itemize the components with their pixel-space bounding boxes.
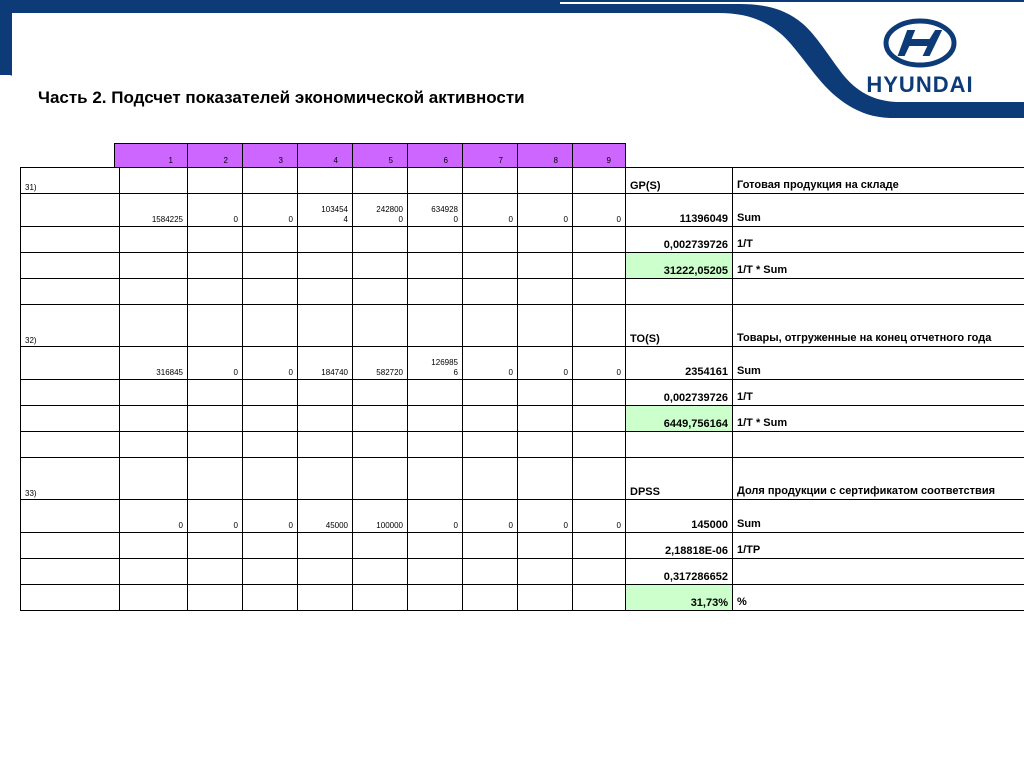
result-row: [21, 585, 1024, 611]
empty-cell: [298, 168, 353, 194]
empty-cell: [353, 406, 408, 432]
empty-cell: [463, 380, 518, 406]
empty-cell: [408, 227, 463, 253]
empty-cell: [408, 559, 463, 585]
column-header-1: 1: [115, 144, 188, 168]
section-header-row: [21, 168, 1024, 194]
empty-cell: [243, 585, 298, 611]
ratio-value: 0,317286652: [626, 559, 733, 585]
empty-cell: [463, 458, 518, 500]
empty-cell: [243, 559, 298, 585]
empty-cell: [353, 585, 408, 611]
empty-cell: [408, 168, 463, 194]
empty-cell: [408, 432, 463, 458]
spacer-row: [21, 432, 1024, 458]
value-cell: 0: [120, 500, 188, 533]
values-row: [21, 500, 1024, 533]
value-cell: 126985 6: [408, 347, 463, 380]
empty-cell: [573, 305, 626, 347]
empty-cell: [188, 305, 243, 347]
section-id-label: 33): [21, 458, 120, 500]
empty-cell: [243, 168, 298, 194]
empty-cell: [298, 253, 353, 279]
empty-cell: [188, 227, 243, 253]
empty-cell: [408, 585, 463, 611]
value-cell: 0: [243, 347, 298, 380]
empty-cell: [573, 406, 626, 432]
inverse-row: [21, 227, 1024, 253]
empty-cell: [188, 406, 243, 432]
empty-cell: [188, 253, 243, 279]
section-id-label: 31): [21, 168, 120, 194]
indicator-name: TO(S): [626, 305, 733, 347]
empty-cell: [188, 168, 243, 194]
empty-cell: [298, 533, 353, 559]
empty-cell: [573, 458, 626, 500]
empty-cell: [298, 380, 353, 406]
section-id-label: 32): [21, 305, 120, 347]
result-label: %: [733, 585, 1024, 611]
empty-cell: [120, 533, 188, 559]
empty-cell: [573, 279, 626, 305]
empty-cell: [353, 559, 408, 585]
empty-cell: [463, 406, 518, 432]
calculation-table: [20, 167, 1024, 611]
indicator-description: Готовая продукция на складе: [733, 168, 1024, 194]
value-cell: 45000: [298, 500, 353, 533]
empty-cell: [243, 432, 298, 458]
empty-cell: [188, 559, 243, 585]
result-value: 31222,05205: [626, 253, 733, 279]
empty-cell: [518, 585, 573, 611]
column-header-7: 7: [463, 144, 518, 168]
value-cell: 582720: [353, 347, 408, 380]
value-cell: 0: [518, 194, 573, 227]
empty-cell: [21, 500, 120, 533]
empty-cell: [21, 347, 120, 380]
column-header-8: 8: [518, 144, 573, 168]
column-header-9: 9: [573, 144, 626, 168]
sum-value: 2354161: [626, 347, 733, 380]
indicator-description: Доля продукции с сертификатом соответствия: [733, 458, 1024, 500]
empty-cell: [463, 305, 518, 347]
inverse-row: [21, 380, 1024, 406]
empty-cell: [518, 380, 573, 406]
empty-cell: [518, 305, 573, 347]
empty-cell: [573, 380, 626, 406]
empty-cell: [518, 253, 573, 279]
indicator-description: Товары, отгруженные на конец отчетного года: [733, 305, 1024, 347]
result-row: [21, 406, 1024, 432]
empty-cell: [353, 380, 408, 406]
column-header-5: 5: [353, 144, 408, 168]
empty-cell: [518, 168, 573, 194]
empty-cell: [298, 458, 353, 500]
empty-cell: [573, 227, 626, 253]
empty-cell: [21, 406, 120, 432]
empty-cell: [573, 432, 626, 458]
empty-cell: [243, 305, 298, 347]
sum-label: Sum: [733, 500, 1024, 533]
inverse-label: 1/T: [733, 380, 1024, 406]
empty-cell: [408, 406, 463, 432]
value-cell: 184740: [298, 347, 353, 380]
empty-cell: [298, 585, 353, 611]
brand-logo-text: HYUNDAI: [866, 72, 974, 97]
empty-cell: [733, 279, 1024, 305]
result-value: 31,73%: [626, 585, 733, 611]
empty-cell: [733, 432, 1024, 458]
sum-label: Sum: [733, 194, 1024, 227]
value-cell: 0: [463, 347, 518, 380]
empty-cell: [573, 533, 626, 559]
empty-cell: [120, 227, 188, 253]
empty-cell: [408, 253, 463, 279]
value-cell: 0: [188, 500, 243, 533]
empty-cell: [298, 227, 353, 253]
slide-subtitle: Часть 2. Подсчет показателей экономической активности: [38, 88, 525, 107]
empty-cell: [120, 279, 188, 305]
empty-cell: [120, 380, 188, 406]
empty-cell: [120, 458, 188, 500]
indicator-name: DPSS: [626, 458, 733, 500]
empty-cell: [188, 380, 243, 406]
indicator-name: GP(S): [626, 168, 733, 194]
empty-cell: [243, 406, 298, 432]
column-header-3: 3: [243, 144, 298, 168]
values-row: [21, 194, 1024, 227]
empty-cell: [243, 227, 298, 253]
empty-cell: [733, 559, 1024, 585]
empty-cell: [21, 227, 120, 253]
column-header-6: 6: [408, 144, 463, 168]
empty-cell: [518, 432, 573, 458]
empty-cell: [243, 253, 298, 279]
empty-cell: [353, 533, 408, 559]
empty-cell: [21, 194, 120, 227]
hyundai-logo-icon: [840, 14, 1000, 72]
value-cell: 0: [573, 194, 626, 227]
inverse-label: 1/T: [733, 227, 1024, 253]
empty-cell: [518, 559, 573, 585]
empty-cell: [120, 305, 188, 347]
empty-cell: [463, 279, 518, 305]
empty-cell: [188, 585, 243, 611]
empty-cell: [408, 458, 463, 500]
column-header-row: [114, 143, 626, 168]
value-cell: 0: [518, 500, 573, 533]
empty-cell: [188, 458, 243, 500]
empty-cell: [21, 432, 120, 458]
empty-cell: [188, 279, 243, 305]
empty-cell: [353, 253, 408, 279]
result-value: 6449,756164: [626, 406, 733, 432]
section-header-row: [21, 458, 1024, 500]
empty-cell: [243, 380, 298, 406]
value-cell: 0: [463, 500, 518, 533]
empty-cell: [120, 168, 188, 194]
inverse-value: 0,002739726: [626, 227, 733, 253]
empty-cell: [21, 380, 120, 406]
brand-logo: [840, 14, 1000, 106]
value-cell: 0: [518, 347, 573, 380]
empty-cell: [408, 279, 463, 305]
result-label: 1/T * Sum: [733, 406, 1024, 432]
empty-cell: [463, 168, 518, 194]
inverse-value: 0,002739726: [626, 380, 733, 406]
section-header-row: [21, 305, 1024, 347]
empty-cell: [463, 253, 518, 279]
empty-cell: [626, 432, 733, 458]
value-cell: 0: [243, 500, 298, 533]
empty-cell: [573, 168, 626, 194]
empty-cell: [21, 279, 120, 305]
spacer-row: [21, 279, 1024, 305]
value-cell: 634928 0: [408, 194, 463, 227]
empty-cell: [626, 279, 733, 305]
empty-cell: [120, 432, 188, 458]
empty-cell: [120, 559, 188, 585]
empty-cell: [463, 432, 518, 458]
value-cell: 0: [463, 194, 518, 227]
empty-cell: [573, 585, 626, 611]
empty-cell: [243, 279, 298, 305]
empty-cell: [463, 559, 518, 585]
empty-cell: [298, 406, 353, 432]
column-header-2: 2: [188, 144, 243, 168]
inverse-value: 2,18818E-06: [626, 533, 733, 559]
empty-cell: [243, 458, 298, 500]
empty-cell: [21, 533, 120, 559]
empty-cell: [463, 585, 518, 611]
empty-cell: [518, 458, 573, 500]
empty-cell: [188, 432, 243, 458]
value-cell: 103454 4: [298, 194, 353, 227]
sum-label: Sum: [733, 347, 1024, 380]
empty-cell: [21, 585, 120, 611]
sum-value: 11396049: [626, 194, 733, 227]
empty-cell: [298, 305, 353, 347]
value-cell: 0: [188, 194, 243, 227]
empty-cell: [298, 279, 353, 305]
value-cell: 0: [188, 347, 243, 380]
empty-cell: [518, 406, 573, 432]
empty-cell: [463, 227, 518, 253]
empty-cell: [353, 168, 408, 194]
inverse-row: [21, 533, 1024, 559]
value-cell: 0: [573, 500, 626, 533]
empty-cell: [353, 305, 408, 347]
value-cell: 0: [243, 194, 298, 227]
empty-cell: [298, 559, 353, 585]
empty-cell: [120, 585, 188, 611]
values-row: [21, 347, 1024, 380]
empty-cell: [573, 253, 626, 279]
value-cell: 100000: [353, 500, 408, 533]
value-cell: 242800 0: [353, 194, 408, 227]
empty-cell: [243, 533, 298, 559]
empty-cell: [120, 253, 188, 279]
empty-cell: [518, 227, 573, 253]
empty-cell: [120, 406, 188, 432]
empty-cell: [353, 432, 408, 458]
ratio-row: [21, 559, 1024, 585]
empty-cell: [573, 559, 626, 585]
sum-value: 145000: [626, 500, 733, 533]
empty-cell: [21, 559, 120, 585]
calculation-table-body: [21, 168, 1024, 611]
empty-cell: [188, 533, 243, 559]
value-cell: 1584225: [120, 194, 188, 227]
empty-cell: [408, 380, 463, 406]
empty-cell: [463, 533, 518, 559]
empty-cell: [353, 227, 408, 253]
inverse-label: 1/TP: [733, 533, 1024, 559]
empty-cell: [298, 432, 353, 458]
empty-cell: [518, 533, 573, 559]
empty-cell: [353, 458, 408, 500]
result-row: [21, 253, 1024, 279]
value-cell: 0: [408, 500, 463, 533]
column-header-4: 4: [298, 144, 353, 168]
empty-cell: [408, 305, 463, 347]
value-cell: 316845: [120, 347, 188, 380]
empty-cell: [518, 279, 573, 305]
empty-cell: [21, 253, 120, 279]
empty-cell: [353, 279, 408, 305]
slide-title: Экономические расчеты: [38, 22, 428, 55]
result-label: 1/T * Sum: [733, 253, 1024, 279]
value-cell: 0: [573, 347, 626, 380]
empty-cell: [408, 533, 463, 559]
